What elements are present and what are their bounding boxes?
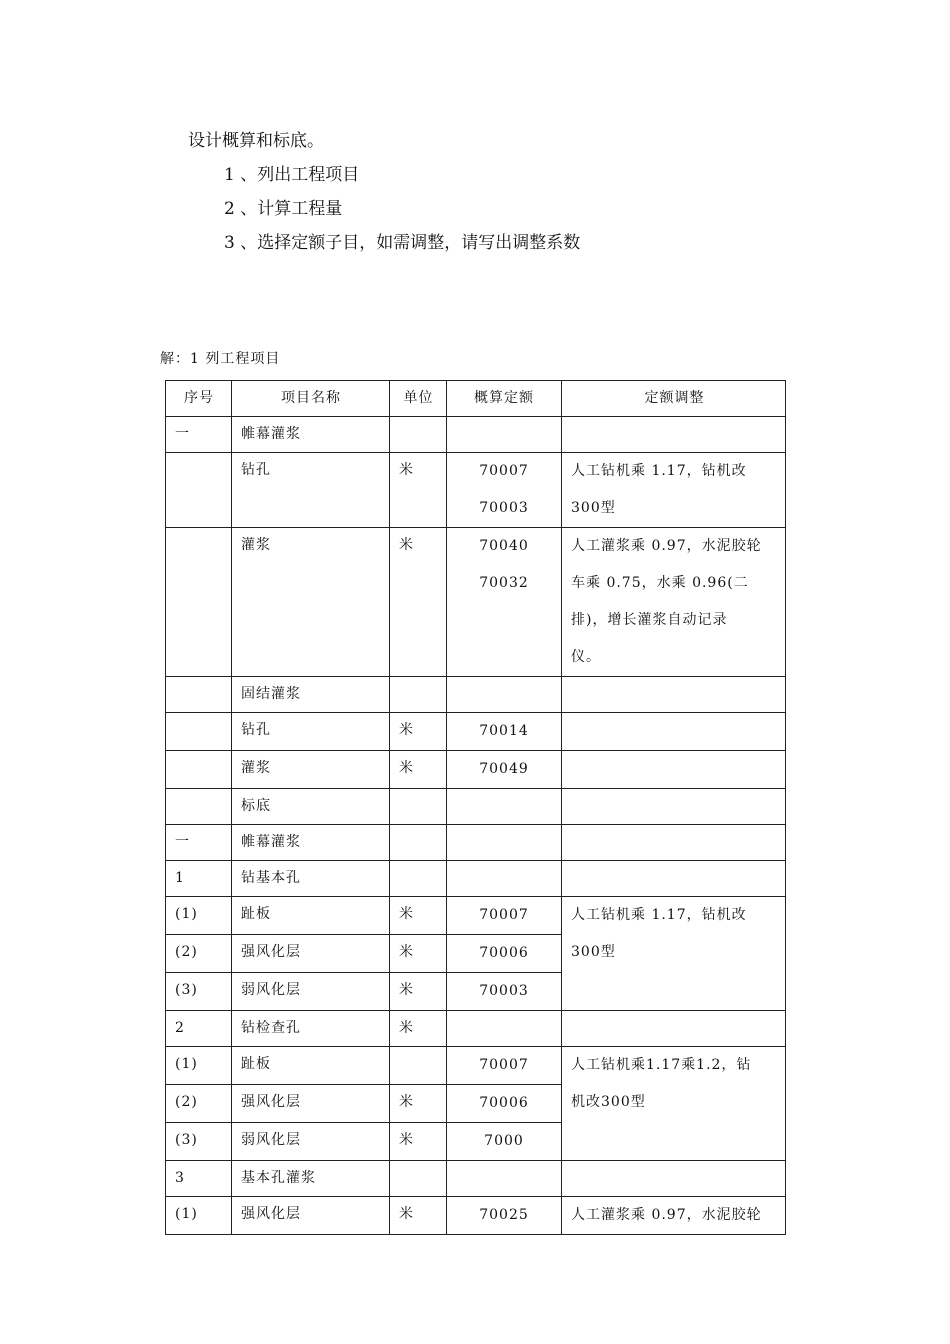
adjust-line: 300型 xyxy=(571,944,616,960)
cell-no xyxy=(166,789,232,825)
quota-code: 70040 xyxy=(479,538,529,554)
intro-step: 3 、选择定额子目，如需调整，请写出调整系数 xyxy=(224,233,581,253)
quota-code: 70006 xyxy=(479,945,529,961)
cell-unit xyxy=(390,1161,447,1197)
quota-code: 70003 xyxy=(479,500,529,516)
adjust-line: 仪。 xyxy=(571,649,601,665)
cell-no: (3) xyxy=(166,1123,232,1161)
table-row xyxy=(166,751,786,789)
adjust-line: 排)，增长灌浆自动记录 xyxy=(571,612,728,628)
cell-quota xyxy=(447,528,562,677)
cell-name: 趾板 xyxy=(232,897,390,935)
cell-no: 1 xyxy=(166,861,232,897)
cell-name: 灌浆 xyxy=(232,528,390,677)
cell-adjust xyxy=(562,453,786,528)
header-quota: 概算定额 xyxy=(447,381,562,417)
cell-quota xyxy=(447,789,562,825)
cell-name: 钻孔 xyxy=(232,453,390,528)
cell-unit: 米 xyxy=(390,1085,447,1123)
cell-quota xyxy=(447,861,562,897)
cell-quota xyxy=(447,677,562,713)
cell-no: (1) xyxy=(166,1047,232,1085)
cell-unit: 米 xyxy=(390,1011,447,1047)
cell-no xyxy=(166,453,232,528)
header-unit: 单位 xyxy=(390,381,447,417)
cell-name: 钻检查孔 xyxy=(232,1011,390,1047)
cell-quota xyxy=(447,825,562,861)
cell-no: (2) xyxy=(166,1085,232,1123)
cell-name: 强风化层 xyxy=(232,1085,390,1123)
cell-adjust xyxy=(562,897,786,1011)
cell-adjust xyxy=(562,825,786,861)
adjust-line: 人工灌浆乘 0.97，水泥胶轮 xyxy=(571,1207,762,1223)
cell-no xyxy=(166,713,232,751)
cell-no: 3 xyxy=(166,1161,232,1197)
quota-code: 70007 xyxy=(479,907,529,923)
cell-adjust xyxy=(562,528,786,677)
cell-no: (2) xyxy=(166,935,232,973)
table-row xyxy=(166,1011,786,1047)
intro-step: 2 、计算工程量 xyxy=(224,199,343,219)
quota-code: 70014 xyxy=(479,723,529,739)
cell-adjust xyxy=(562,677,786,713)
cell-adjust xyxy=(562,751,786,789)
solution-heading: 解：1 列工程项目 xyxy=(160,351,281,367)
cell-unit: 米 xyxy=(390,453,447,528)
cell-quota xyxy=(447,1197,562,1235)
quota-code: 70006 xyxy=(479,1095,529,1111)
cell-name: 标底 xyxy=(232,789,390,825)
cell-name: 强风化层 xyxy=(232,935,390,973)
table-row xyxy=(166,677,786,713)
adjust-line: 人工灌浆乘 0.97，水泥胶轮 xyxy=(571,538,762,554)
cell-no xyxy=(166,751,232,789)
cell-quota xyxy=(447,713,562,751)
cell-unit: 米 xyxy=(390,935,447,973)
cell-no xyxy=(166,528,232,677)
table-row xyxy=(166,825,786,861)
table-row xyxy=(166,1161,786,1197)
cell-adjust xyxy=(562,1047,786,1161)
cell-adjust xyxy=(562,1197,786,1235)
table-row xyxy=(166,417,786,453)
quota-code: 70007 xyxy=(479,463,529,479)
cell-name: 基本孔灌浆 xyxy=(232,1161,390,1197)
cell-quota xyxy=(447,453,562,528)
cell-no: (1) xyxy=(166,897,232,935)
cell-name: 帷幕灌浆 xyxy=(232,417,390,453)
table-row xyxy=(166,789,786,825)
header-name: 项目名称 xyxy=(232,381,390,417)
cell-unit: 米 xyxy=(390,713,447,751)
table-row xyxy=(166,528,786,677)
cell-unit xyxy=(390,417,447,453)
cell-name: 弱风化层 xyxy=(232,973,390,1011)
adjust-line: 车乘 0.75，水乘 0.96(二 xyxy=(571,575,749,591)
cell-name: 灌浆 xyxy=(232,751,390,789)
quota-code: 70025 xyxy=(479,1207,529,1223)
cell-name: 强风化层 xyxy=(232,1197,390,1235)
adjust-line: 300型 xyxy=(571,500,616,516)
cell-name: 趾板 xyxy=(232,1047,390,1085)
cell-adjust xyxy=(562,713,786,751)
quota-table xyxy=(165,380,786,1235)
cell-name: 弱风化层 xyxy=(232,1123,390,1161)
problem-intro xyxy=(188,124,580,260)
cell-no: (3) xyxy=(166,973,232,1011)
cell-quota xyxy=(447,1123,562,1161)
cell-quota xyxy=(447,1085,562,1123)
table-row xyxy=(166,453,786,528)
table-row xyxy=(166,713,786,751)
cell-adjust xyxy=(562,1011,786,1047)
cell-quota xyxy=(447,897,562,935)
table-row xyxy=(166,1197,786,1235)
cell-no: 2 xyxy=(166,1011,232,1047)
cell-unit xyxy=(390,861,447,897)
cell-name: 钻孔 xyxy=(232,713,390,751)
cell-adjust xyxy=(562,861,786,897)
cell-quota xyxy=(447,1161,562,1197)
cell-quota xyxy=(447,935,562,973)
intro-step: 1 、列出工程项目 xyxy=(224,165,360,185)
table-row xyxy=(166,861,786,897)
cell-no xyxy=(166,677,232,713)
cell-unit: 米 xyxy=(390,973,447,1011)
cell-quota xyxy=(447,1047,562,1085)
quota-code: 70032 xyxy=(479,575,529,591)
cell-unit: 米 xyxy=(390,1197,447,1235)
header-adjust: 定额调整 xyxy=(562,381,786,417)
quota-code: 7000 xyxy=(484,1133,524,1149)
cell-unit: 米 xyxy=(390,528,447,677)
cell-quota xyxy=(447,973,562,1011)
cell-name: 固结灌浆 xyxy=(232,677,390,713)
table-row xyxy=(166,1047,786,1085)
cell-adjust xyxy=(562,417,786,453)
adjust-line: 人工钻机乘1.17乘1.2，钻 xyxy=(571,1057,752,1073)
cell-adjust xyxy=(562,789,786,825)
quota-code: 70003 xyxy=(479,983,529,999)
cell-quota xyxy=(447,417,562,453)
cell-unit: 米 xyxy=(390,751,447,789)
adjust-line: 机改300型 xyxy=(571,1094,646,1110)
cell-no: (1) xyxy=(166,1197,232,1235)
cell-unit xyxy=(390,677,447,713)
table-header-row xyxy=(166,381,786,417)
cell-unit: 米 xyxy=(390,897,447,935)
quota-code: 70007 xyxy=(479,1057,529,1073)
cell-unit: 米 xyxy=(390,1123,447,1161)
adjust-line: 人工钻机乘 1.17，钻机改 xyxy=(571,907,747,923)
header-no: 序号 xyxy=(166,381,232,417)
cell-quota xyxy=(447,1011,562,1047)
cell-no: 一 xyxy=(166,825,232,861)
cell-unit xyxy=(390,789,447,825)
cell-quota xyxy=(447,751,562,789)
cell-unit xyxy=(390,825,447,861)
intro-lead: 设计概算和标底。 xyxy=(188,131,324,151)
cell-no: 一 xyxy=(166,417,232,453)
quota-code: 70049 xyxy=(479,761,529,777)
cell-adjust xyxy=(562,1161,786,1197)
table-row xyxy=(166,897,786,935)
table-body xyxy=(166,417,786,1235)
cell-name: 钻基本孔 xyxy=(232,861,390,897)
adjust-line: 人工钻机乘 1.17，钻机改 xyxy=(571,463,747,479)
cell-unit xyxy=(390,1047,447,1085)
cell-name: 帷幕灌浆 xyxy=(232,825,390,861)
